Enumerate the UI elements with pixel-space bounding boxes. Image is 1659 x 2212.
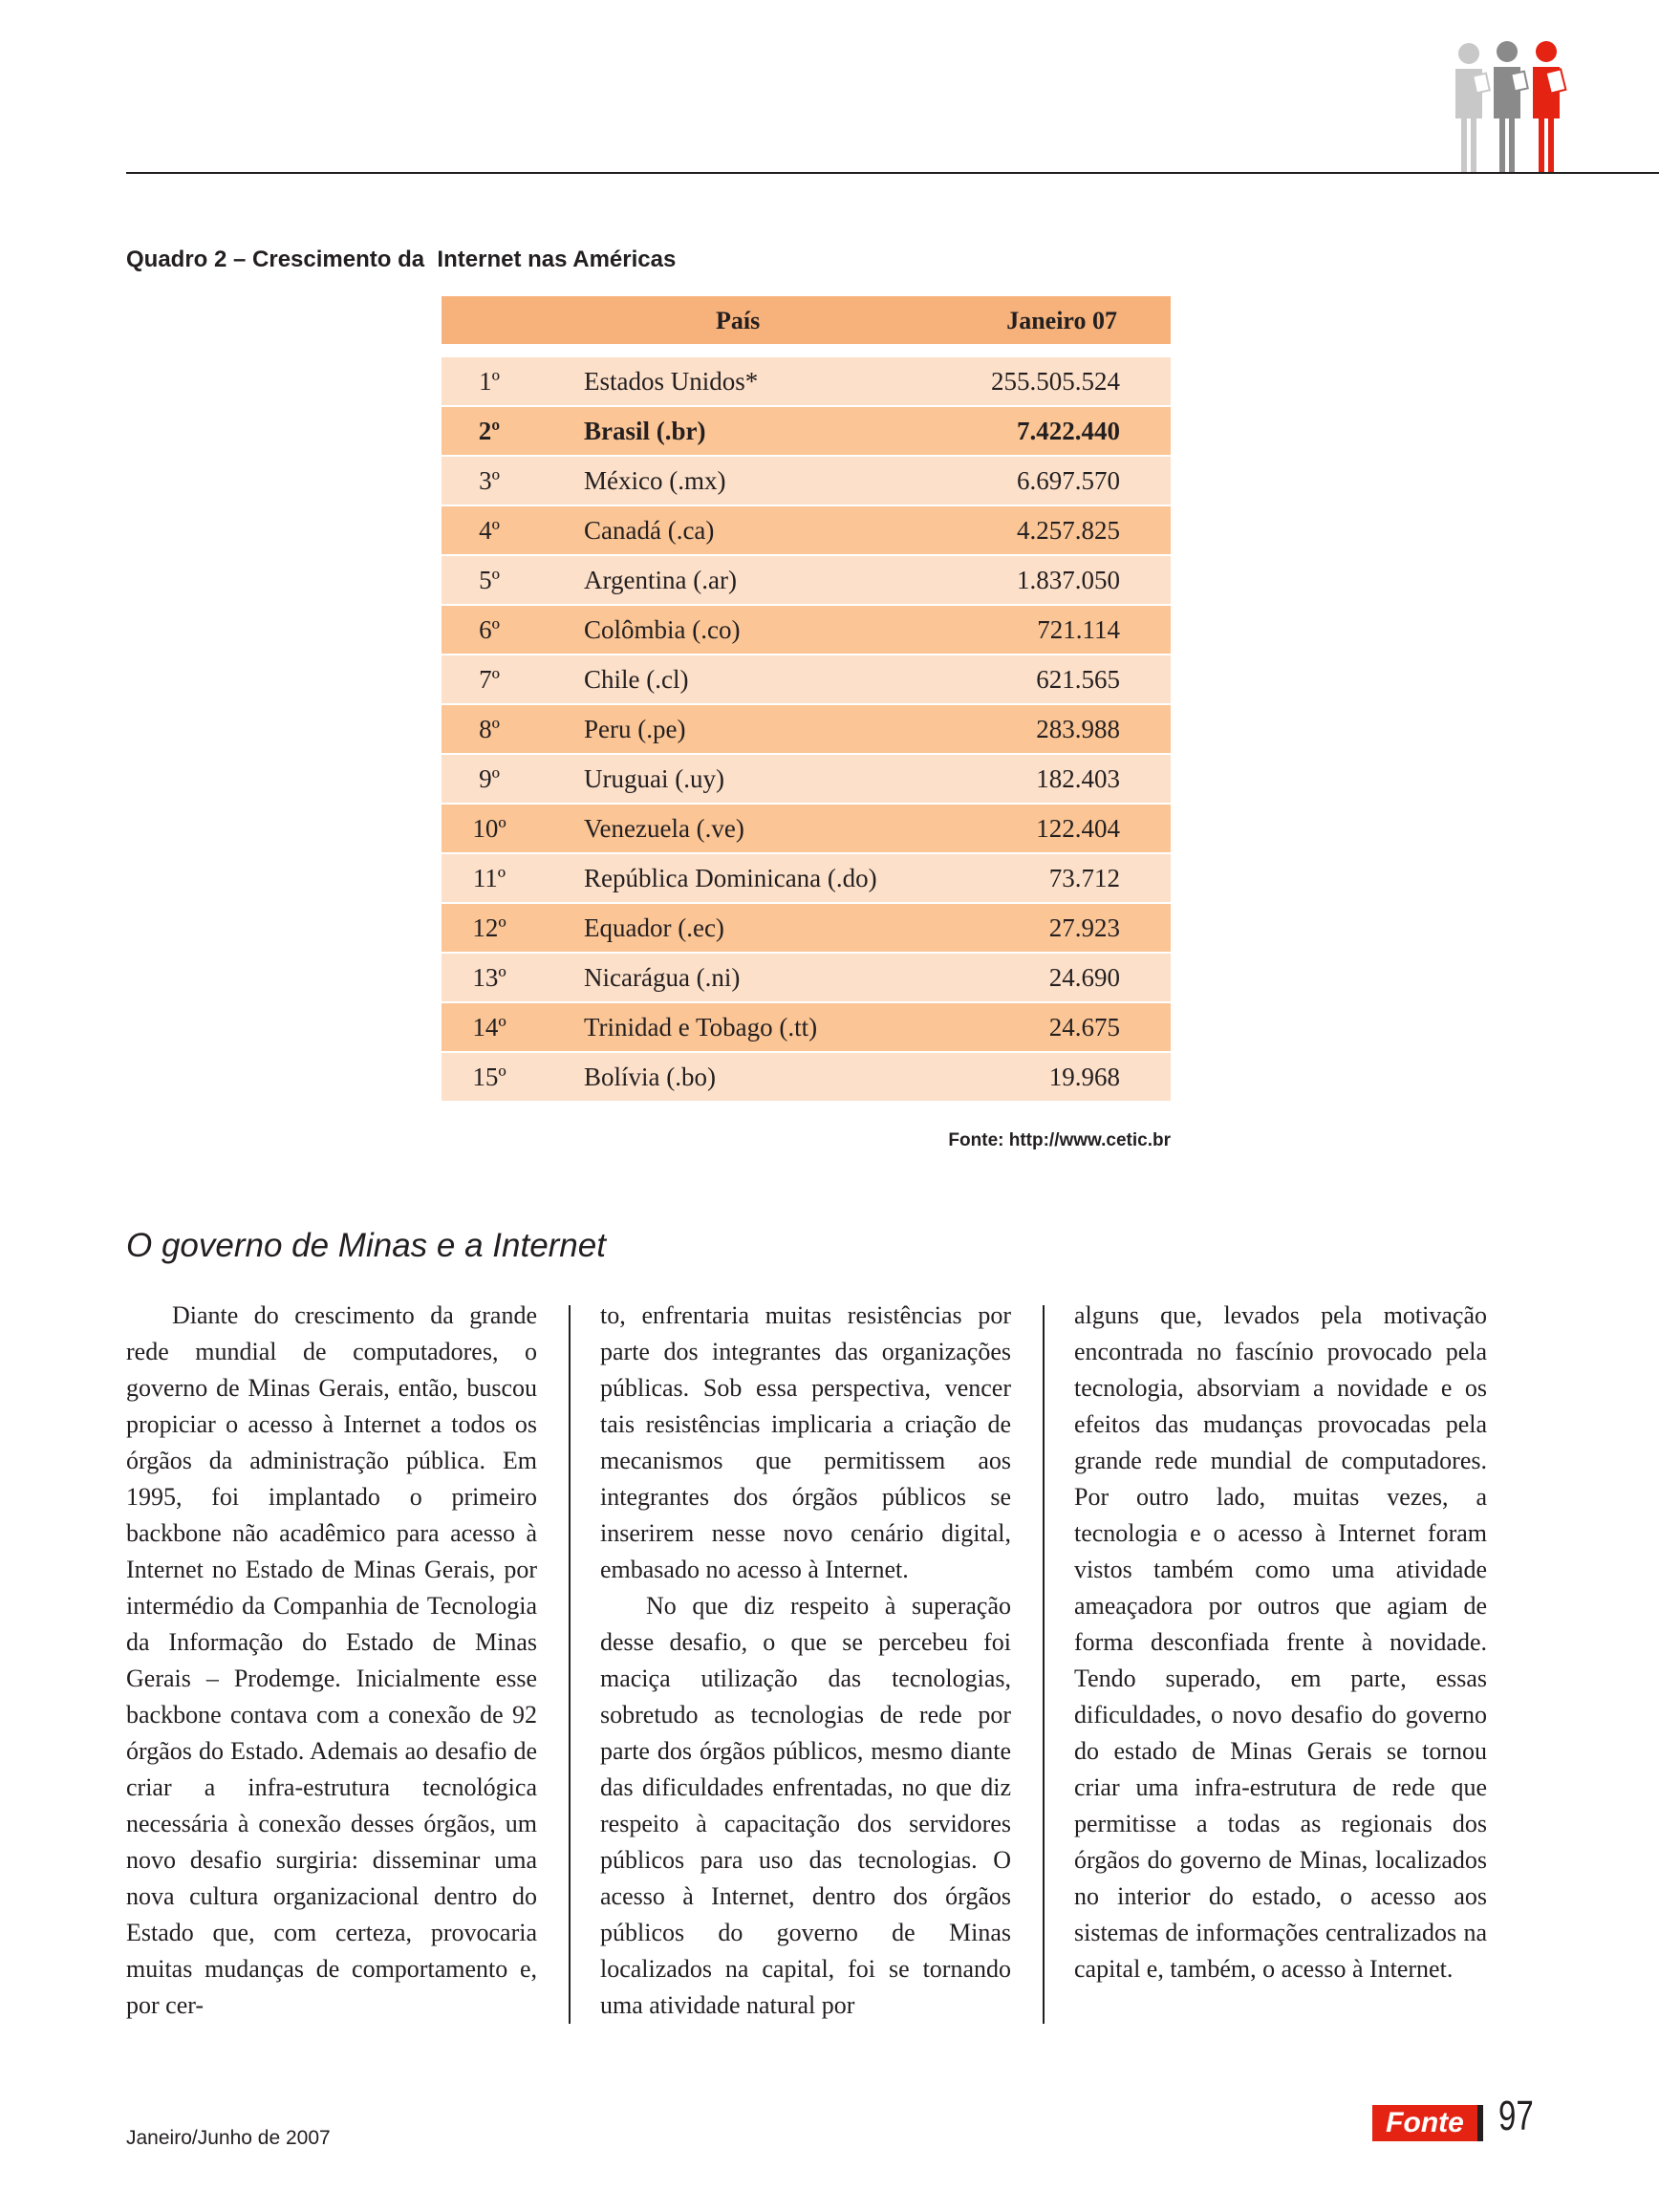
section-heading: O governo de Minas e a Internet xyxy=(126,1227,606,1264)
header-january: Janeiro 07 xyxy=(1006,307,1117,334)
rank-cell: 11º xyxy=(472,864,506,892)
value-cell: 7.422.440 xyxy=(1017,417,1120,445)
country-cell: República Dominicana (.do) xyxy=(584,864,877,892)
body-column-1 xyxy=(126,1298,537,2024)
rank-cell: 6º xyxy=(479,615,500,644)
table-row xyxy=(442,606,1171,655)
rank-cell: 14º xyxy=(472,1013,506,1042)
column-divider xyxy=(569,1305,571,2024)
paragraph: Diante do crescimento da grande rede mundial de computadores, o governo de Minas Gerais, então, buscou propiciar o acesso à Internet a todos os órgãos da administração pública. Em 1995, foi implantado o primeiro backbone não acadêmico para acesso à Internet no Estado de Minas Gerais, por intermédio da Companhia de Tecnologia da Informação do Estado de Minas Gerais – Prodemge. Inicialmente esse backbone contava com a conexão de 92 órgãos do Estado. Ademais ao desafio de criar a infra-estrutura tecnológica necessária à conexão desses órgãos, um novo desafio surgiria: disseminar uma nova cultura organizacional dentro do Estado que, com certeza, provocaria muitas mudanças de comportamento e, por cer- xyxy=(126,1301,537,2019)
country-cell: Uruguai (.uy) xyxy=(584,764,724,793)
country-cell: Venezuela (.ve) xyxy=(584,814,744,843)
country-cell: Estados Unidos* xyxy=(584,367,759,396)
country-cell: Peru (.pe) xyxy=(584,715,686,743)
rank-cell: 5º xyxy=(479,566,500,594)
table-row xyxy=(442,854,1171,904)
body-column-3 xyxy=(1074,1298,1487,1987)
table-row xyxy=(442,457,1171,506)
value-cell: 27.923 xyxy=(1048,913,1120,942)
country-cell: Colômbia (.co) xyxy=(584,615,741,644)
rank-cell: 13º xyxy=(472,963,506,992)
table-caption: Quadro 2 – Crescimento da Internet nas Américas xyxy=(126,247,677,272)
rank-cell: 3º xyxy=(479,466,500,495)
table-row xyxy=(442,655,1171,705)
value-cell: 255.505.524 xyxy=(991,367,1120,396)
header-country: País xyxy=(716,307,761,334)
people-group-icon xyxy=(1448,40,1572,176)
table-row xyxy=(442,954,1171,1003)
country-cell: Nicarágua (.ni) xyxy=(584,963,741,992)
rank-cell: 2º xyxy=(478,417,501,445)
header-rule xyxy=(126,172,1659,174)
footer-date: Janeiro/Junho de 2007 xyxy=(126,2127,331,2149)
table-row xyxy=(442,705,1171,755)
table-header-row xyxy=(442,296,1171,344)
footer-brand-logo: Fonte xyxy=(1372,2105,1483,2141)
rank-cell: 9º xyxy=(479,764,500,793)
country-cell: Brasil (.br) xyxy=(584,417,706,445)
rank-cell: 8º xyxy=(479,715,500,743)
table-row xyxy=(442,1003,1171,1053)
rank-cell: 1º xyxy=(479,367,500,396)
table-row xyxy=(442,904,1171,954)
paragraph: No que diz respeito à superação desse desafio, o que se percebeu foi maciça utilização das tecnologias, sobretudo as tecnologias de rede por parte dos órgãos públicos, mesmo diante das dificuldades enfrentadas, no que diz respeito à capacitação dos servidores públicos para uso das tecnologias. O acesso à Internet, dentro dos órgãos públicos do governo de Minas localizados na capital, foi se tornando uma atividade natural por xyxy=(600,1592,1011,2019)
value-cell: 24.690 xyxy=(1048,963,1120,992)
table-row xyxy=(442,1053,1171,1103)
value-cell: 73.712 xyxy=(1048,864,1120,892)
body-column-2 xyxy=(600,1298,1011,2024)
paragraph: to, enfrentaria muitas resistências por parte dos integrantes das organizações públicas. Sob essa perspectiva, vencer tais resistências implicaria a criação de mecanismos que permitissem aos integrantes dos órgãos públicos se inserirem nesse novo cenário digital, embasado no acesso à Internet. xyxy=(600,1301,1011,1583)
value-cell: 721.114 xyxy=(1037,615,1120,644)
value-cell: 1.837.050 xyxy=(1017,566,1120,594)
country-cell: Trinidad e Tobago (.tt) xyxy=(584,1013,818,1042)
value-cell: 4.257.825 xyxy=(1017,516,1120,545)
table-row xyxy=(442,805,1171,854)
column-divider xyxy=(1043,1305,1045,2024)
table-source: Fonte: http://www.cetic.br xyxy=(948,1130,1171,1150)
table-row xyxy=(442,755,1171,805)
rank-cell: 7º xyxy=(479,665,500,694)
paragraph: alguns que, levados pela motivação encontrada no fascínio provocado pela tecnologia, absorviam a novidade e os efeitos das mudanças provocadas pela grande rede mundial de computadores. Por outro lado, muitas vezes, a tecnologia e o acesso à Internet foram vistos também como uma atividade ameaçadora por outros que agiam de forma desconfiada frente à novidade. Tendo superado, em parte, essas dificuldades, o novo desafio do governo do estado de Minas Gerais se tornou criar uma infra-estrutura de rede que permitisse a todas as regionais dos órgãos do governo de Minas, localizados no interior do estado, o acesso aos sistemas de informações centralizados na capital e, também, o acesso à Internet. xyxy=(1074,1301,1487,1983)
rank-cell: 12º xyxy=(472,913,506,942)
country-cell: Bolívia (.bo) xyxy=(584,1063,716,1091)
table-row xyxy=(442,556,1171,606)
table-row xyxy=(442,357,1171,407)
country-cell: Argentina (.ar) xyxy=(584,566,737,594)
rank-cell: 15º xyxy=(472,1063,506,1091)
value-cell: 24.675 xyxy=(1048,1013,1120,1042)
country-cell: Chile (.cl) xyxy=(584,665,689,694)
table-header-gap xyxy=(442,344,1171,357)
rank-cell: 10º xyxy=(472,814,506,843)
table-row xyxy=(442,407,1171,457)
page-number: 97 xyxy=(1498,2093,1534,2139)
value-cell: 621.565 xyxy=(1036,665,1120,694)
table-body xyxy=(442,357,1171,1103)
country-cell: Canadá (.ca) xyxy=(584,516,715,545)
table-row xyxy=(442,506,1171,556)
value-cell: 122.404 xyxy=(1036,814,1120,843)
country-cell: México (.mx) xyxy=(584,466,726,495)
country-cell: Equador (.ec) xyxy=(584,913,724,942)
rank-cell: 4º xyxy=(479,516,500,545)
value-cell: 19.968 xyxy=(1048,1063,1120,1091)
ranking-table xyxy=(442,296,1171,1103)
value-cell: 283.988 xyxy=(1036,715,1120,743)
value-cell: 6.697.570 xyxy=(1017,466,1120,495)
value-cell: 182.403 xyxy=(1036,764,1120,793)
